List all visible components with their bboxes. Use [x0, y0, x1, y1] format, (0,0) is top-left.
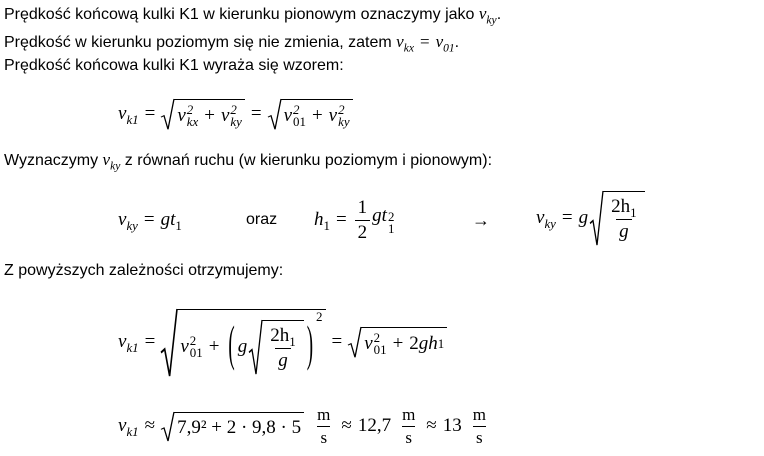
arrow: →	[472, 209, 490, 230]
unit-m-per-s: $\frac{m}{s}$	[317, 404, 331, 447]
sqrt-vkx-vky: v 2 kx + v 2 ky	[161, 99, 245, 129]
text-line-3	[4, 57, 344, 75]
radical-sign	[161, 99, 174, 129]
result-13: 13	[442, 415, 462, 436]
math-vkx-eq-v01: $v_{kx} = v_{01}$	[396, 32, 455, 55]
sqrt-v01-vky: v 2 01 + v 2 ky	[268, 99, 353, 129]
equation-vk1-substituted: $v_{k1}$ = v 2 01 + ( g $\frac{2h_1}{g}$ ) $^2$ = v 2 01 + 2 g h 1	[118, 294, 447, 390]
period: .	[496, 6, 502, 23]
sqrt-numeric	[161, 412, 304, 441]
math-v-k1: $v_{k1}$	[118, 103, 139, 127]
equals: =	[144, 103, 156, 124]
equals: =	[250, 103, 262, 124]
sqrt-v01-2gh1: v 2 01 + 2 g h 1	[348, 327, 447, 357]
unit-m-per-s: $\frac{m}{s}$	[402, 404, 416, 447]
period: .	[454, 34, 460, 51]
sqrt-big: v 2 01 + ( g $\frac{2h_1}{g}$ ) $^2$	[161, 309, 325, 376]
equation-vky-gt1: $v_{ky}$ = $gt_1$	[118, 209, 182, 233]
text-line-2	[4, 32, 460, 55]
sentence-2: Prędkość w kierunku poziomym się nie zmienia, zatem	[4, 34, 397, 51]
text-line-5	[4, 262, 283, 280]
fraction-one-half: $\frac{1}{2}$	[355, 197, 371, 244]
radical-sign	[268, 99, 281, 129]
equation-h1: $h_1$ = $\frac{1}{2}$ gt 2 1	[314, 196, 395, 243]
sentence-4-start: Wyznaczymy	[4, 152, 103, 169]
unit-m-per-s: $\frac{m}{s}$	[472, 404, 486, 447]
sentence-1: Prędkość końcową kulki K1 w kierunku pionowym oznaczymy jako	[4, 6, 479, 23]
math-v-ky: $v_{ky}$	[478, 4, 497, 27]
numeric-expression: 7,9² + 2 · 9,8 · 5	[174, 412, 304, 441]
equation-numeric: $v_{k1}$ ≈ 7,9² + 2 · 9,8 · 5 $\frac{m}{s}$ ≈ 12,7 $\frac{m}{s}$ ≈ 13 $\frac{m}{s}$	[118, 400, 491, 452]
math-v-ky: $v_{ky}$	[102, 150, 121, 173]
equation-vky-sqrt: $v_{ky}$ = g $\frac{2h_1}{g}$	[536, 186, 645, 250]
equation-vk1-pythagoras	[118, 88, 353, 140]
sentence-3: Prędkość końcowa kulki K1 wyraża się wzorem:	[4, 57, 344, 74]
result-12-7: 12,7	[357, 415, 392, 436]
text-line-1	[4, 4, 502, 27]
sentence-5: Z powyższych zależności otrzymujemy:	[4, 262, 284, 279]
sqrt-2h1-over-g: $\frac{2h_1}{g}$	[590, 191, 644, 245]
text-line-4	[4, 150, 493, 173]
word-oraz: oraz	[246, 211, 278, 228]
sentence-4-end: z równań ruchu (w kierunku poziomym i pionowym):	[120, 152, 493, 169]
